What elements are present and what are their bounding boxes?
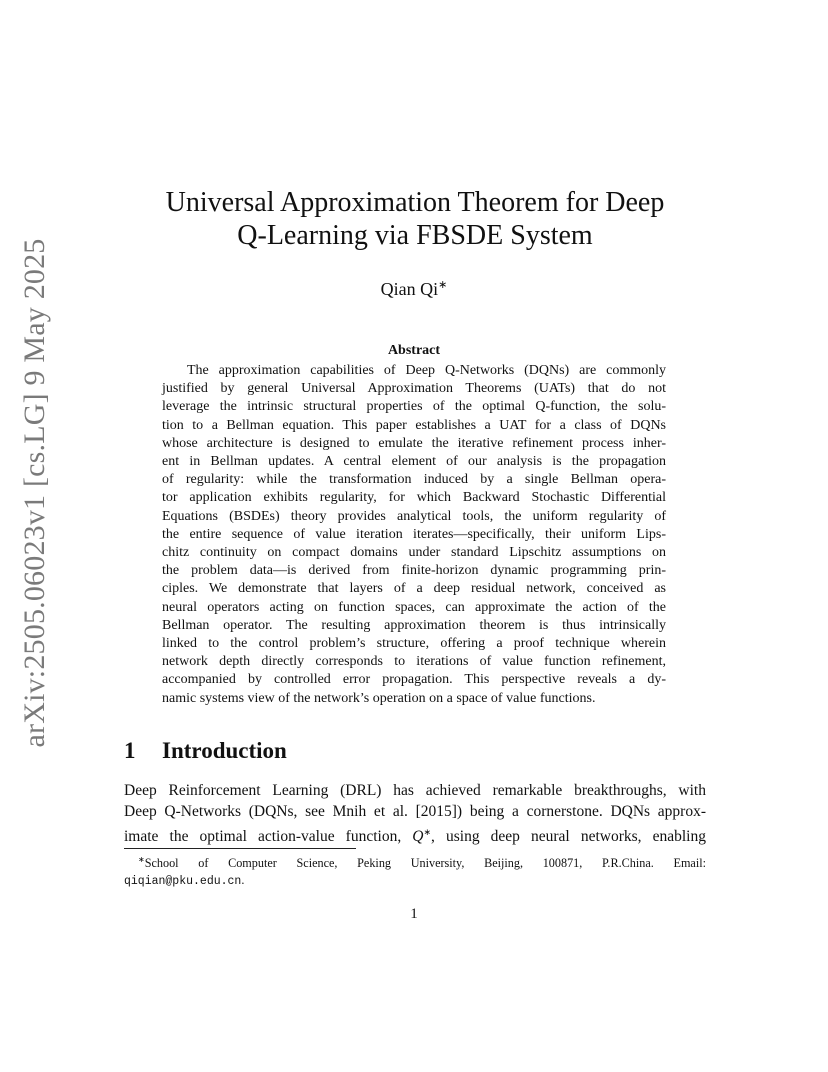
paper-title-line-2: Q-Learning via FBSDE System — [237, 220, 593, 251]
footnote-mark: ∗ — [138, 855, 145, 864]
abstract-heading: Abstract — [387, 343, 441, 358]
abstract-line: Equations (BSDEs) theory provides analytical tools, the uniform regularity of — [162, 508, 666, 524]
author-name: Qian Qi — [380, 279, 439, 299]
q-star-symbol: Q — [412, 828, 424, 845]
abstract-line: Bellman operator. The resulting approximation theorem is thus intrinsically — [162, 617, 666, 633]
intro-line-3 — [124, 822, 706, 848]
abstract-line: ent in Bellman updates. A central element of our analysis is the propagation — [162, 454, 666, 470]
section-number: 1 — [124, 738, 136, 763]
abstract-line: of regularity: while the transformation induced by a single Bellman opera- — [162, 472, 666, 488]
abstract-line: ciples. We demonstrate that layers of a deep residual network, conceived as — [162, 581, 666, 597]
abstract-line: justified by general Universal Approximation Theorems (UATs) that do not — [162, 381, 666, 397]
abstract-line: tion to a Bellman equation. This paper establishes a UAT for a class of DQNs — [162, 417, 666, 433]
q-star-superscript: ∗ — [423, 827, 432, 837]
section-heading-introduction — [124, 738, 287, 764]
footnote-period: . — [241, 873, 245, 887]
intro-line-3-end: , using deep neural networks, enabling — [431, 828, 706, 845]
abstract-line: the problem data—is derived from finite-horizon dynamic programming prin- — [162, 563, 666, 579]
page-number: 1 — [410, 906, 418, 922]
arxiv-identifier-stamp: arXiv:2505.06023v1 [cs.LG] 9 May 2025 — [18, 238, 51, 748]
footnote-line-1 — [124, 851, 706, 872]
author-footnote-mark: ∗ — [438, 279, 448, 291]
author-email: qiqian@pku.edu.cn — [124, 875, 242, 888]
abstract-line: tor application exhibits regularity, for which Backward Stochastic Differential — [162, 490, 666, 506]
abstract-line: whose architecture is designed to emulate the iterative refinement process inher- — [162, 435, 666, 451]
abstract-line: accompanied by controlled error propagation. This perspective reveals a dy- — [162, 672, 666, 688]
abstract-line: network depth directly corresponds to iterations of value function refinement, — [162, 654, 666, 670]
section-title: Introduction — [162, 738, 287, 763]
footnote-affiliation: School of Computer Science, Peking University, Beijing, 100871, P.R.China. Email: — [144, 856, 706, 870]
paper-title — [140, 186, 690, 252]
footnote-rule — [124, 848, 356, 849]
abstract-line: linked to the control problem’s structure, offering a proof technique wherein — [162, 636, 666, 652]
introduction-paragraph — [124, 781, 706, 848]
intro-line-3-start: imate the optimal action-value function, — [124, 828, 413, 845]
paper-title-line-1: Universal Approximation Theorem for Deep — [165, 187, 665, 218]
abstract-line: leverage the intrinsic structural properties of the optimal Q-function, the solu- — [162, 399, 666, 415]
abstract-body — [162, 362, 666, 708]
abstract-line: chitz continuity on compact domains under standard Lipschitz assumptions on — [162, 545, 666, 561]
intro-line-2: Deep Q-Networks (DQNs, see Mnih et al. [2015]) being a cornerstone. DQNs approx- — [124, 802, 706, 820]
abstract-line: neural operators acting on function spaces, can approximate the action of the — [162, 599, 666, 615]
author — [0, 278, 828, 300]
abstract-line: the entire sequence of value iteration iterates—specifically, their uniform Lips- — [162, 526, 666, 542]
abstract-line: The approximation capabilities of Deep Q-Networks (DQNs) are commonly — [187, 363, 666, 378]
footnote-line-2 — [124, 873, 244, 887]
abstract-line: namic systems view of the network’s operation on a space of value functions. — [162, 690, 596, 706]
intro-line-1: Deep Reinforcement Learning (DRL) has achieved remarkable breakthroughs, with — [124, 782, 706, 799]
author-footnote — [124, 851, 706, 890]
